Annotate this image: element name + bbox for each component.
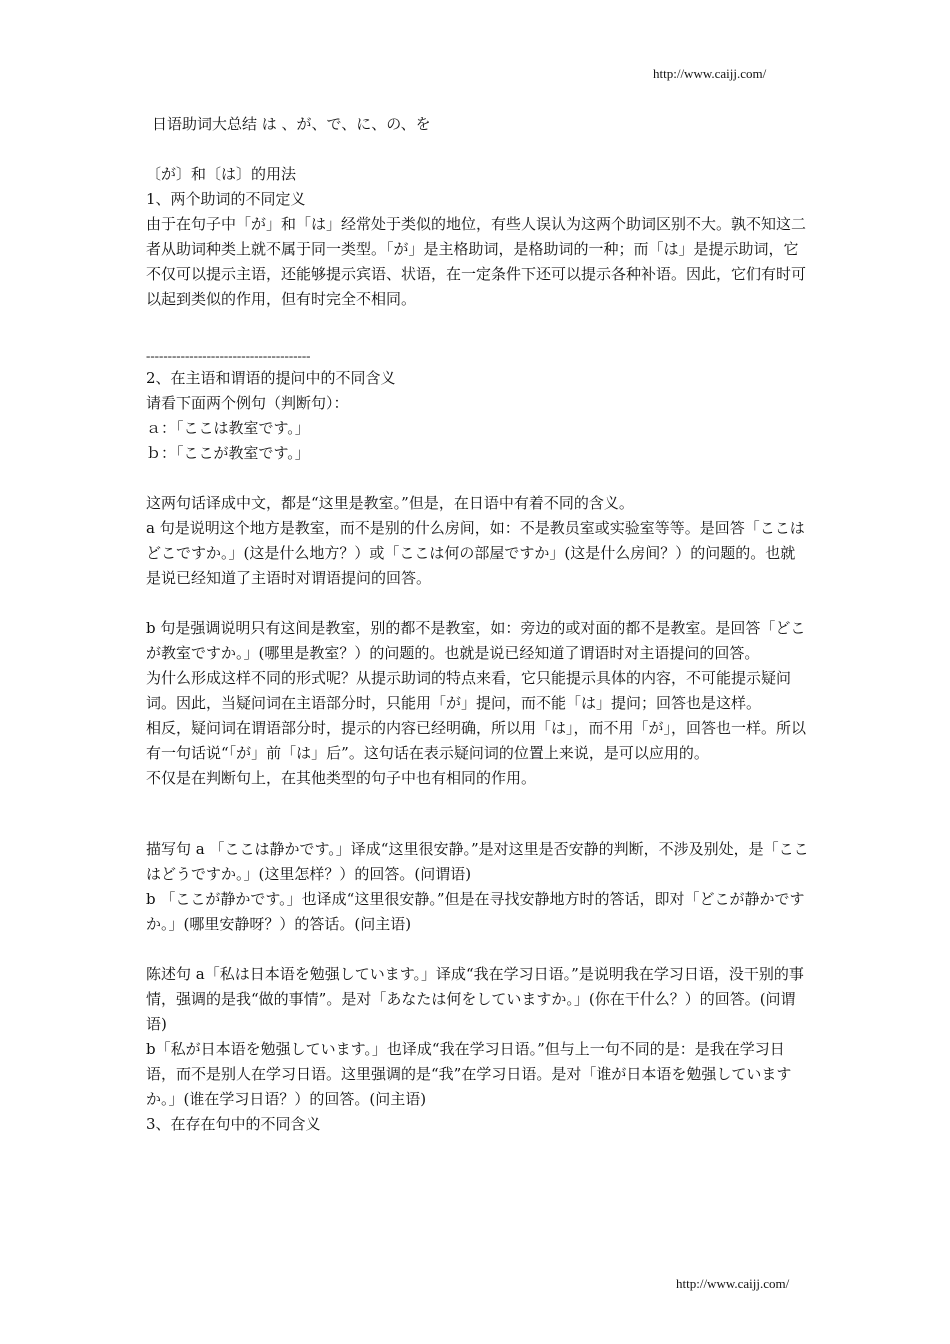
explanation-b: b 句是强调说明只有这间是教室，别的都不是教室，如：旁边的或对面的都不是教室。是回答「どこが教室ですか。」(哪里是教室？）的问题的。也就是说已经知道了谓语时对主语提问的回答。 xyxy=(146,619,806,662)
header-url: http://www.caijj.com/ xyxy=(653,66,767,81)
example-a: ａ：「ここは教室です。」 xyxy=(146,419,310,437)
spacer xyxy=(146,466,810,491)
descriptive-sentence-b: b 「ここが静かです。」也译成“这里很安静。”但是在寻找安静地方时的答话，即对「どこが静かですか。」(哪里安静呀？）的答话。(问主语) xyxy=(146,890,805,933)
section-1-heading: 1、两个助词的不同定义 xyxy=(146,190,306,208)
section-1-body: 由于在句子中「が」和「は」经常处于类似的地位，有些人误认为这两个助词区别不大。孰不知这二者从助词种类上就不属于同一类型。「が」是主格助词，是格助词的一种；而「は」是提示助词，它不仅可以提示主语，还能够提示宾语、状语，在一定条件下还可以提示各种补语。因此，它们有时可以起到类似的作用，但有时完全不相同。 xyxy=(146,215,807,308)
section-2-intro: 请看下面两个例句（判断句）： xyxy=(146,394,349,412)
document-title: 日语助词大总结 は 、が、で、に、の、を xyxy=(152,115,431,133)
section-3-heading: 3、在存在句中的不同含义 xyxy=(146,1115,321,1133)
translation-note: 这两句话译成中文，都是“这里是教室。”但是，在日语中有着不同的含义。 xyxy=(146,494,634,512)
footer-url: http://www.caijj.com/ xyxy=(676,1276,790,1291)
descriptive-sentence-a: 描写句 a 「ここは静かです。」译成“这里很安静。”是对这里是否安静的判断，不涉及别处，是「ここはどうですか。」(这里怎样？）的回答。(问谓语) xyxy=(146,840,809,883)
divider-line: -------------------------------------- xyxy=(146,348,311,363)
spacer xyxy=(146,937,810,962)
spacer xyxy=(146,591,810,616)
explanation-contrast: 相反，疑问词在谓语部分时，提示的内容已经明确，所以用「は」，而不用「が」，回答也一样。所以有一句话说“「が」前「は」后”。这句话在表示疑问词的位置上来说，是可以应用的。 xyxy=(146,719,807,762)
explanation-why: 为什么形成这样不同的形式呢？从提示助词的特点来看，它只能提示具体的内容，不可能提示疑问词。因此，当疑问词在主语部分时，只能用「が」提问，而不能「は」提问；回答也是这样。 xyxy=(146,669,792,712)
narrative-sentence-a: 陈述句 a「私は日本语を勉强しています。」译成“我在学习日语。”是说明我在学习日语，没干别的事情，强调的是我“做的事情”。是对「あなたは何をしていますか。」(你在干什么？）的回答。(问谓语) xyxy=(146,965,804,1033)
spacer xyxy=(146,312,810,346)
section-2-heading: 2、在主语和谓语的提问中的不同含义 xyxy=(146,369,396,387)
example-b: ｂ：「ここが教室です。」 xyxy=(146,444,310,462)
spacer xyxy=(146,791,810,837)
document-body xyxy=(146,112,810,1137)
explanation-a: a 句是说明这个地方是教室，而不是别的什么房间，如：不是教员室或实验室等等。是回答「ここはどこですか。」(这是什么地方？）或「ここは何の部屋ですか」(这是什么房间？）的问题的。也就是说已经知道了主语时对谓语提问的回答。 xyxy=(146,519,805,587)
explanation-other: 不仅是在判断句上，在其他类型的句子中也有相同的作用。 xyxy=(146,769,537,787)
section-heading: 〔が〕和〔は〕的用法 xyxy=(146,165,297,183)
narrative-sentence-b: b「私が日本语を勉强しています。」也译成“我在学习日语。”但与上一句不同的是：是我在学习日语，而不是别人在学习日语。这里强调的是“我”在学习日语。是对「谁が日本语を勉强していますか。」(谁在学习日语？）的回答。(问主语) xyxy=(146,1040,792,1108)
spacer xyxy=(146,137,810,162)
